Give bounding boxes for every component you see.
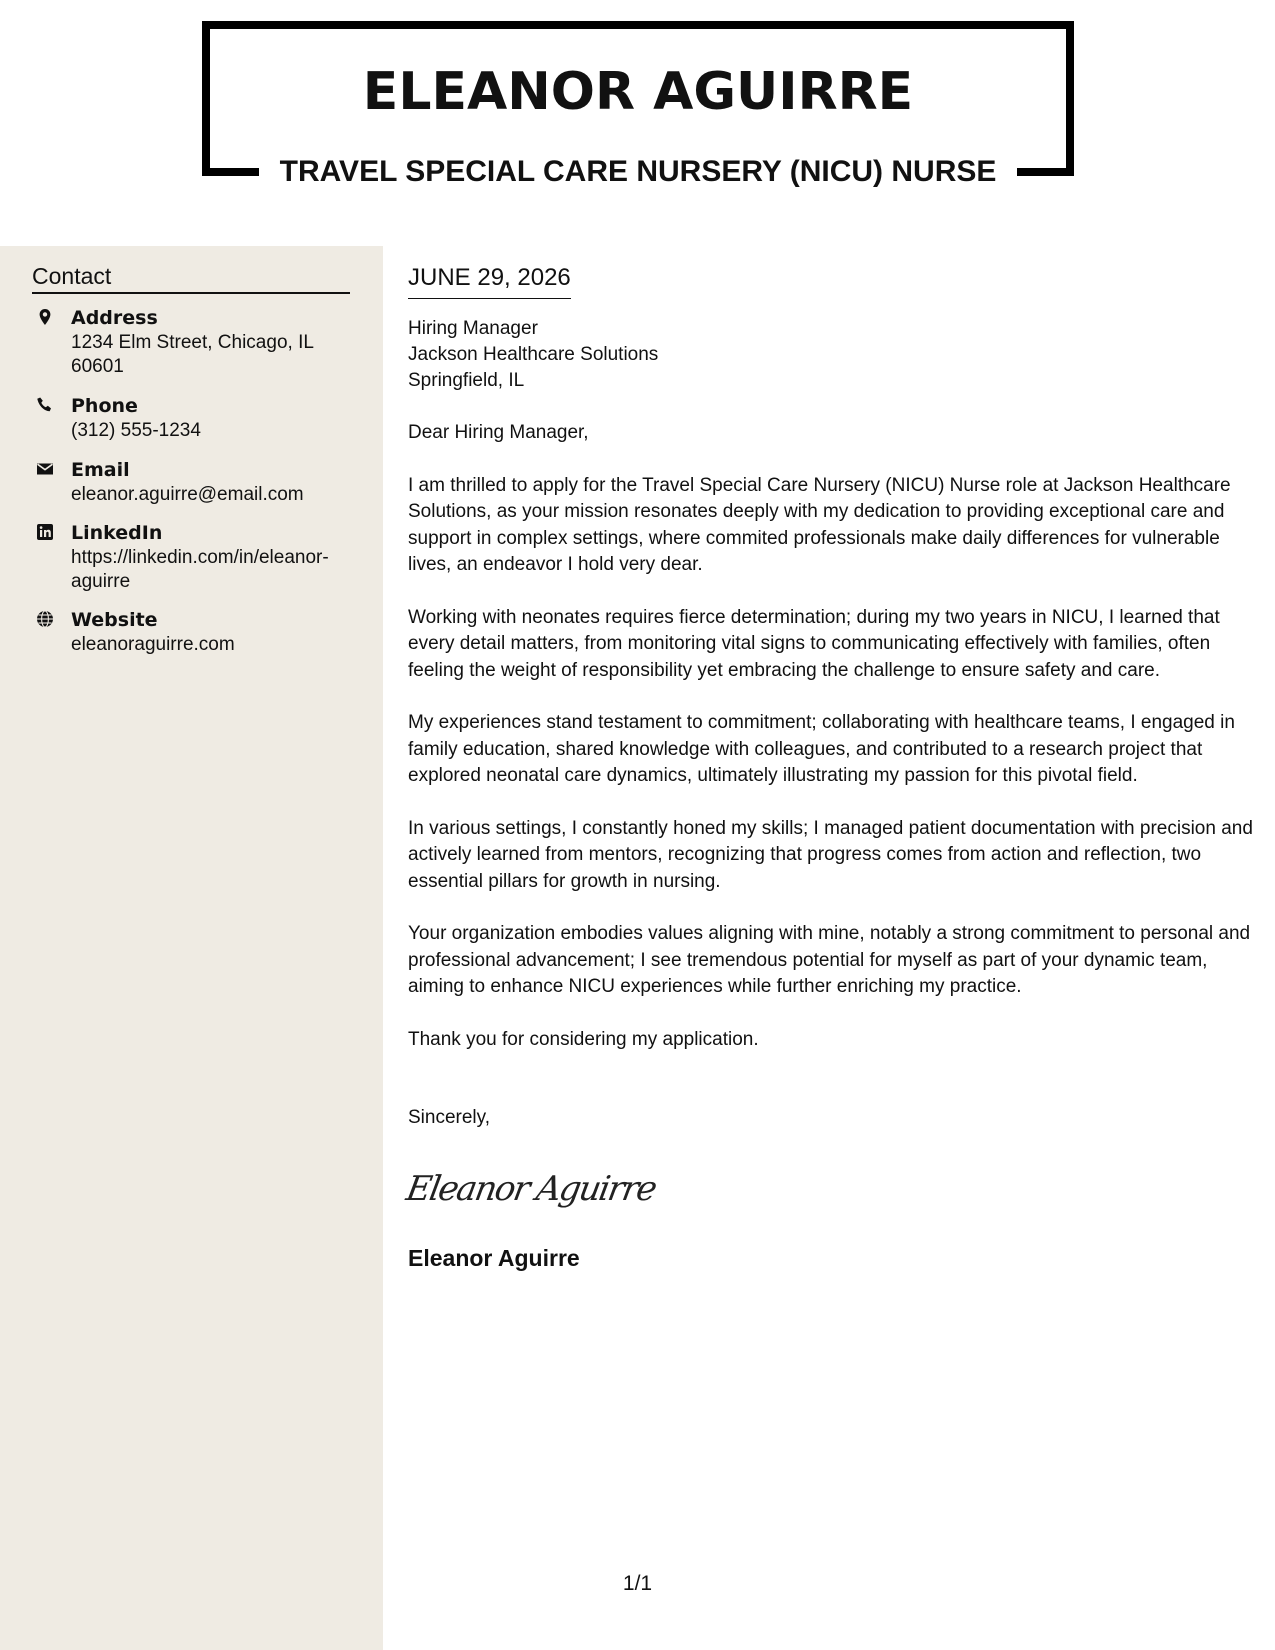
contact-value: https://linkedin.com/in/eleanor-aguirre (71, 547, 329, 592)
contact-value: eleanor.aguirre@email.com (71, 484, 304, 505)
contact-heading: Contact (32, 262, 350, 294)
salutation: Dear Hiring Manager, (408, 422, 589, 443)
recipient-line: Springfield, IL (408, 370, 525, 391)
frame-left-foot (202, 168, 259, 176)
letter-paragraph: I am thrilled to apply for the Travel Special Care Nursery (NICU) Nurse role at Jackson Healthcare Solutions, as your mission resonates deeply with my dedication to providing exceptional care and support in complex settings, where commited professionals make daily differences for vulnerable lives, an endeavor I hold very dear. (408, 474, 1231, 575)
contact-label: Email (71, 459, 130, 481)
recipient-block (408, 316, 1258, 394)
letter-paragraph: Thank you for considering my application. (408, 1028, 759, 1050)
handwritten-signature (403, 1160, 668, 1216)
globe-icon (36, 610, 54, 628)
contact-sidebar (0, 246, 383, 1650)
map-pin-icon (36, 308, 54, 326)
contact-label: Website (71, 609, 158, 631)
contact-label: LinkedIn (71, 522, 163, 544)
recipient-line: Jackson Healthcare Solutions (408, 344, 659, 365)
job-title: TRAVEL SPECIAL CARE NURSERY (NICU) NURSE (260, 153, 1016, 191)
letter-body (403, 263, 1258, 1272)
svg-text:Eleanor Aguirre: Eleanor Aguirre (403, 1168, 661, 1209)
letter-paragraph: Working with neonates requires fierce determination; during my two years in NICU, I learned that every detail matters, from monitoring vital signs to communicating effectively with families, often feeling the weight of responsibility yet embracing the challenge to ensure safety and care. (408, 606, 1220, 681)
linkedin-icon (36, 523, 54, 541)
page-number: 1/1 (622, 1572, 653, 1595)
frame-right-foot (1017, 168, 1074, 176)
letter-paragraph: Your organization embodies values aligning with mine, notably a strong commitment to personal and professional advancement; I see tremendous potential for myself as part of your dynamic team, aiming to enhance NICU experiences while further enriching my practice. (408, 923, 1251, 997)
letter-date: JUNE 29, 2026 (408, 263, 571, 299)
contact-value: (312) 555-1234 (71, 420, 201, 441)
contact-label: Phone (71, 395, 138, 417)
envelope-icon (36, 460, 54, 478)
phone-icon (36, 396, 54, 414)
letter-paragraph: In various settings, I constantly honed my skills; I managed patient documentation with precision and actively learned from mentors, recognizing that progress comes from action and reflection, two essential pillars for growth in nursing. (408, 817, 1253, 892)
contact-value: eleanoraguirre.com (71, 634, 235, 655)
recipient-line: Hiring Manager (408, 318, 538, 339)
contact-value: 1234 Elm Street, Chicago, IL 60601 (71, 332, 314, 377)
contact-label: Address (71, 307, 158, 329)
letter-paragraph: My experiences stand testament to commitment; collaborating with healthcare teams, I engaged in family education, shared knowledge with colleagues, and contributed to a research project that explored neonatal care dynamics, ultimately illustrating my passion for this pivotal field. (408, 712, 1235, 786)
closing: Sincerely, (408, 1107, 491, 1128)
frame-top-bar (202, 21, 1074, 29)
applicant-name: ELEANOR AGUIRRE (362, 62, 914, 122)
signer-name: Eleanor Aguirre (408, 1244, 580, 1271)
